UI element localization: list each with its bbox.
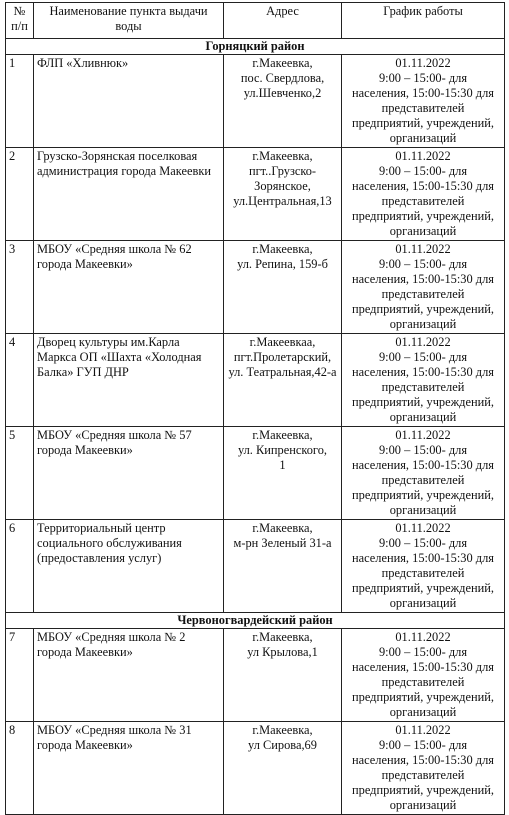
schedule-line: 9:00 – 15:00- для [378, 71, 468, 85]
header-num: № п/п [6, 3, 34, 39]
work-schedule [342, 241, 505, 334]
work-schedule [342, 334, 505, 427]
schedule-date: 01.11.2022 [395, 630, 451, 644]
schedule-line: представителей [381, 675, 465, 689]
address-line: ул.Центральная,13 [233, 194, 332, 208]
schedule-line: предприятий, учреждений, [352, 581, 494, 595]
point-address [224, 55, 342, 148]
schedule-line: представителей [381, 194, 465, 208]
schedule-date: 01.11.2022 [395, 335, 451, 349]
row-number: 7 [6, 629, 34, 722]
header-schedule: График работы [342, 3, 505, 39]
address-line: пос. Свердлова, [240, 71, 325, 85]
schedule-line: 9:00 – 15:00- для [378, 443, 468, 457]
work-schedule [342, 148, 505, 241]
work-schedule [342, 629, 505, 722]
schedule-line: предприятий, учреждений, [352, 783, 494, 797]
schedule-line: представителей [381, 287, 465, 301]
schedule-line: организаций [389, 798, 457, 812]
address-line: м-рн Зеленый 31-а [233, 536, 332, 550]
point-address [224, 629, 342, 722]
point-name: МБОУ «Средняя школа № 62 города Макеевки» [34, 241, 224, 334]
point-name: МБОУ «Средняя школа № 57 города Макеевки» [34, 427, 224, 520]
schedule-line: населения, 15:00-15:30 для [352, 458, 494, 472]
schedule-line: организаций [389, 596, 457, 610]
schedule-line: представителей [381, 380, 465, 394]
table-row [6, 334, 505, 427]
table-row [6, 629, 505, 722]
point-address [224, 148, 342, 241]
point-name: Грузско-Зорянская поселковая администрация города Макеевки [34, 148, 224, 241]
row-number: 8 [6, 722, 34, 815]
schedule-line: представителей [381, 473, 465, 487]
schedule-line: 9:00 – 15:00- для [378, 164, 468, 178]
address-line: г.Макеевка, [252, 630, 313, 644]
table-row [6, 55, 505, 148]
address-line: ул Сирова,69 [248, 738, 317, 752]
schedule-date: 01.11.2022 [395, 723, 451, 737]
schedule-line: предприятий, учреждений, [352, 690, 494, 704]
table-row [6, 241, 505, 334]
point-address [224, 334, 342, 427]
schedule-date: 01.11.2022 [395, 242, 451, 256]
table-row [6, 722, 505, 815]
district-row [6, 39, 505, 55]
schedule-line: населения, 15:00-15:30 для [352, 753, 494, 767]
schedule-line: представителей [381, 101, 465, 115]
point-name: МБОУ «Средняя школа № 2 города Макеевки» [34, 629, 224, 722]
schedule-line: населения, 15:00-15:30 для [352, 660, 494, 674]
row-number: 5 [6, 427, 34, 520]
header-address: Адрес [224, 3, 342, 39]
address-line: г.Макеевка, [252, 149, 313, 163]
header-name: Наименование пункта выдачи воды [34, 3, 224, 39]
address-line: г.Макеевкаа, [249, 335, 316, 349]
point-address [224, 427, 342, 520]
schedule-line: организаций [389, 705, 457, 719]
schedule-date: 01.11.2022 [395, 149, 451, 163]
address-line: пгт.Пролетарский, [233, 350, 332, 364]
schedule-line: 9:00 – 15:00- для [378, 645, 468, 659]
row-number: 3 [6, 241, 34, 334]
schedule-line: населения, 15:00-15:30 для [352, 272, 494, 286]
point-address [224, 722, 342, 815]
schedule-line: населения, 15:00-15:30 для [352, 86, 494, 100]
row-number: 6 [6, 520, 34, 613]
schedule-line: населения, 15:00-15:30 для [352, 551, 494, 565]
schedule-date: 01.11.2022 [395, 428, 451, 442]
schedule-line: предприятий, учреждений, [352, 395, 494, 409]
schedule-line: представителей [381, 566, 465, 580]
schedule-line: 9:00 – 15:00- для [378, 257, 468, 271]
schedule-line: населения, 15:00-15:30 для [352, 365, 494, 379]
address-line: 1 [279, 458, 286, 472]
table-body [6, 39, 505, 815]
schedule-line: 9:00 – 15:00- для [378, 350, 468, 364]
table-row [6, 148, 505, 241]
schedule-date: 01.11.2022 [395, 56, 451, 70]
district-row [6, 613, 505, 629]
schedule-line: организаций [389, 410, 457, 424]
address-line: ул.Шевченко,2 [243, 86, 322, 100]
schedule-line: предприятий, учреждений, [352, 302, 494, 316]
work-schedule [342, 427, 505, 520]
row-number: 1 [6, 55, 34, 148]
schedule-line: предприятий, учреждений, [352, 488, 494, 502]
point-name: МБОУ «Средняя школа № 31 города Макеевки» [34, 722, 224, 815]
table-row [6, 520, 505, 613]
schedule-line: организаций [389, 503, 457, 517]
schedule-line: 9:00 – 15:00- для [378, 738, 468, 752]
row-number: 4 [6, 334, 34, 427]
address-line: ул Крылова,1 [247, 645, 318, 659]
point-name: Дворец культуры им.Карла Маркса ОП «Шахта «Холодная Балка» ГУП ДНР [34, 334, 224, 427]
work-schedule [342, 55, 505, 148]
district-title: Горняцкий район [6, 39, 505, 55]
table-row [6, 427, 505, 520]
water-points-document [5, 2, 504, 812]
address-line: г.Макеевка, [252, 242, 313, 256]
schedule-date: 01.11.2022 [395, 521, 451, 535]
water-points-table [5, 2, 505, 815]
schedule-line: организаций [389, 224, 457, 238]
schedule-line: организаций [389, 317, 457, 331]
schedule-line: представителей [381, 768, 465, 782]
point-address [224, 520, 342, 613]
header-row [6, 3, 505, 39]
address-line: ул. Репина, 159-б [237, 257, 328, 271]
row-number: 2 [6, 148, 34, 241]
address-line: ул. Кипренского, [237, 443, 328, 457]
work-schedule [342, 722, 505, 815]
schedule-line: предприятий, учреждений, [352, 209, 494, 223]
work-schedule [342, 520, 505, 613]
district-title: Червоногвардейский район [6, 613, 505, 629]
address-line: г.Макеевка, [252, 723, 313, 737]
address-line: г.Макеевка, [252, 56, 313, 70]
address-line: пгт..Грузско-Зорянское, [248, 164, 317, 193]
schedule-line: населения, 15:00-15:30 для [352, 179, 494, 193]
address-line: ул. Театральная,42-а [228, 365, 337, 379]
point-address [224, 241, 342, 334]
point-name: ФЛП «Хливнюк» [34, 55, 224, 148]
schedule-line: предприятий, учреждений, [352, 116, 494, 130]
schedule-line: организаций [389, 131, 457, 145]
schedule-line: 9:00 – 15:00- для [378, 536, 468, 550]
address-line: г.Макеевка, [252, 428, 313, 442]
address-line: г.Макеевка, [252, 521, 313, 535]
point-name: Территориальный центр социального обслуживания (предоставления услуг) [34, 520, 224, 613]
